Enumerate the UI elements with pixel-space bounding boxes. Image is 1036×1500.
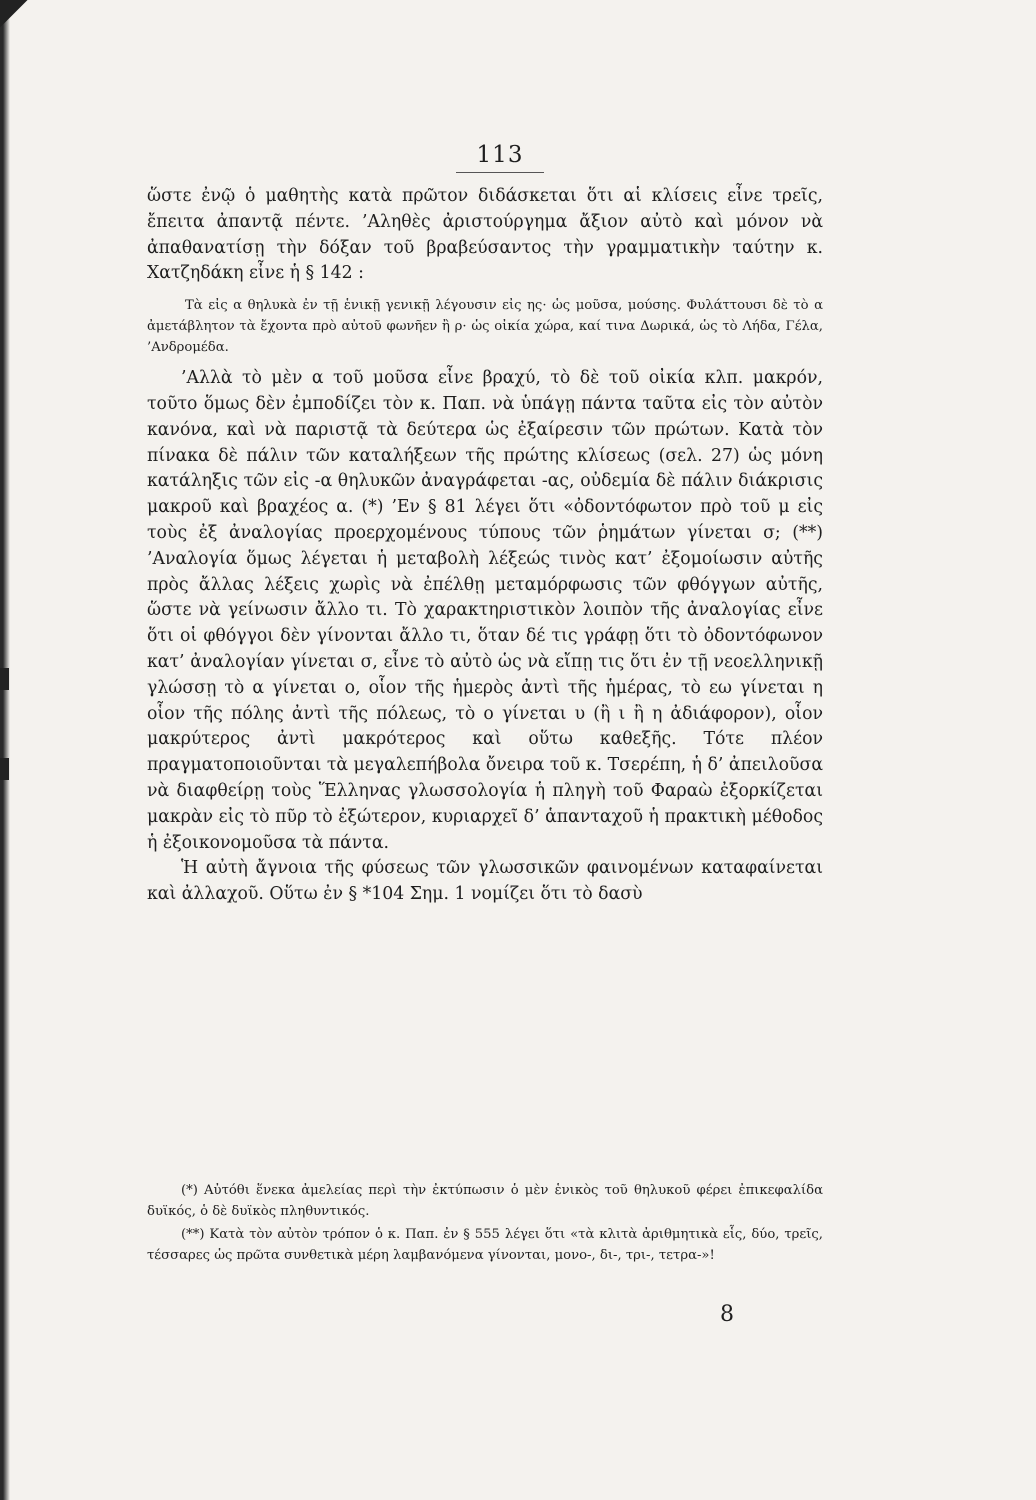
footnote: (**) Κατὰ τὸν αὐτὸν τρόπον ὁ κ. Παπ. ἐν § 555 λέγει ὅτι «τὰ κλιτὰ ἀριθμητικὰ εἷς, δύο, τρεῖς, τέσσαρες ὡς πρῶτα συνθετικὰ μέρη λαμβανόμενα γίνονται, μονο-, δι-, τρι-, τετρα-»! <box>147 1227 823 1263</box>
page-edge-shadow <box>0 0 10 1500</box>
block-quote <box>147 295 823 358</box>
corner-mark <box>0 0 28 40</box>
footnotes <box>147 1180 823 1268</box>
paragraph: Ἡ αὐτὴ ἄγνοια τῆς φύσεως τῶν γλωσσικῶν φαινομένων καταφαίνεται καὶ ἀλλαχοῦ. Οὕτω ἐν § *104 Σημ. 1 νομίζει ὅτι τὸ δασὺ <box>147 858 823 905</box>
edge-tick <box>0 668 9 690</box>
paragraph: ὥστε ἐνῷ ὁ μαθητὴς κατὰ πρῶτον διδάσκεται ὅτι αἱ κλίσεις εἶνε τρεῖς, ἔπειτα ἀπαντᾷ πέντε. ’Αληθὲς ἀριστούργημα ἄξιον αὐτὸ καὶ μόνον νὰ ἀπαθανατίσῃ τὴν δόξαν τοῦ βραβεύσαντος τὴν γραμματικὴν ταύτην κ. Χατζηδάκη εἶνε ἡ § 142 : <box>147 186 823 284</box>
block-quote-text: Τὰ εἰς α θηλυκὰ ἐν τῇ ἑνικῇ γενικῇ λέγουσιν εἰς ης· ὡς μοῦσα, μούσης. Φυλάττουσι δὲ τὸ α ἀμετάβλητον τὰ ἔχοντα πρὸ αὐτοῦ φωνῆεν ἢ ρ· ὡς οἰκία χώρα, καί τινα Δωρικά, ὡς τὸ Λήδα, Γέλα, ’Ανδρομέδα. <box>147 298 823 356</box>
main-text <box>147 184 823 908</box>
signature-mark: 8 <box>720 1302 734 1327</box>
page-number-rule <box>456 172 544 173</box>
page-number: 113 <box>476 142 524 168</box>
paragraph: ’Αλλὰ τὸ μὲν α τοῦ μοῦσα εἶνε βραχύ, τὸ δὲ τοῦ οἰκία κλπ. μακρόν, τοῦτο ὅμως δὲν ἐμποδίζει τὸν κ. Παπ. νὰ ὑπάγῃ πάντα ταῦτα εἰς τὸν αὐτὸν κανόνα, καὶ νὰ παριστᾷ τὰ δεύτερα ὡς ἐξαίρεσιν τῶν πρώτων. Κατὰ τὸν πίνακα δὲ πάλιν τῶν καταλήξεων τῆς πρώτης κλίσεως (σελ. 27) ὡς μόνη κατάληξις τῶν εἰς -α θηλυκῶν ἀναγράφεται -ας, οὐδεμία δὲ πάλιν διάκρισις μακροῦ καὶ βραχέος α. (*) ’Εν § 81 λέγει ὅτι «ὀδοντόφωτον πρὸ τοῦ μ εἰς τοὺς ἐξ ἀναλογίας προερχομένους τύπους τῶν ῥημάτων γίνεται σ; (**) ’Αναλογία ὅμως λέγεται ἡ μεταβολὴ λέξεώς τινὸς κατ’ ἐξομοίωσιν αὐτῆς πρὸς ἄλλας λέξεις χωρὶς νὰ ἐπέλθῃ μεταμόρφωσις τῶν φθόγγων αὐτῆς, ὥστε νὰ γείνωσιν ἄλλο τι. Τὸ χαρακτηριστικὸν λοιπὸν τῆς ἀναλογίας εἶνε ὅτι οἱ φθόγγοι δὲν γίνονται ἄλλο τι, ὅταν δέ τις γράφῃ ὅτι τὸ ὀδοντόφωνον κατ’ ἀναλογίαν γίνεται σ, εἶνε τὸ αὐτὸ ὡς νὰ εἴπῃ τις ὅτι ἐν τῇ νεοελληνικῇ γλώσσῃ τὸ α γίνεται ο, οἷον τῆς ἡμερὸς ἀντὶ τῆς ἡμέρας, τὸ εω γίνεται η οἷον τῆς πόλης ἀντὶ τῆς πόλεως, τὸ ο γίνεται υ (ἢ ι ἢ η ἀδιάφορον), οἷον μακρύτερος ἀντὶ μακρότερος καὶ οὕτω καθεξῆς. Τότε πλέον πραγματοποιοῦνται τὰ μεγαλεπήβολα ὄνειρα τοῦ κ. Τσερέπη, ἡ δ’ ἀπειλοῦσα νὰ διαφθείρῃ τοὺς Ἕλληνας γλωσσολογία ἡ πληγὴ τοῦ Φαραὼ ἐξορκίζεται μακρὰν εἰς τὸ πῦρ τὸ ἐξώτερον, κυριαρχεῖ δ’ ἁπανταχοῦ ἡ πρακτικὴ μέθοδος ἡ ἐξοικονομοῦσα τὰ πάντα. <box>147 368 823 853</box>
footnote: (*) Αὐτόθι ἕνεκα ἀμελείας περὶ τὴν ἐκτύπωσιν ὁ μὲν ἑνικὸς τοῦ θηλυκοῦ φέρει ἐπικεφαλίδα δυϊκός, ὁ δὲ δυϊκὸς πληθυντικός. <box>147 1183 823 1219</box>
edge-tick <box>0 758 9 780</box>
